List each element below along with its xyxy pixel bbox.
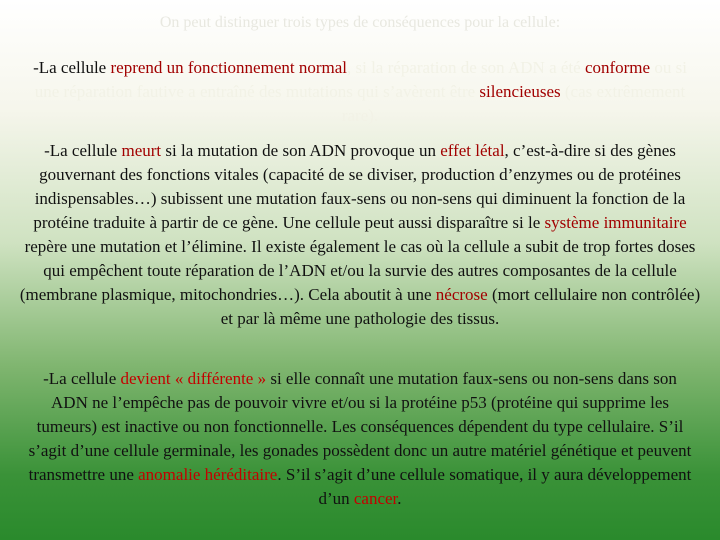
p2-highlight-meurt: meurt — [121, 141, 162, 160]
p2-highlight-lethal: effet létal — [440, 141, 505, 160]
p2-highlight-immune: système immunitaire — [544, 213, 687, 232]
intro-heading: On peut distinguer trois types de conséquences pour la cellule: — [159, 14, 561, 31]
p2-text: repère une mutation et l’élimine. Il existe également le cas où la cellule a subit de trop fortes doses qui empêchent toute réparation de l’ADN et/ou la survie des autres composantes de la cellule (membrane plasmique, mitochondries…). Cela aboutit à une — [19, 237, 696, 304]
p3-highlight-cancer: cancer — [353, 489, 398, 508]
paragraph-cell-death — [18, 139, 702, 331]
p1-highlight-silent: silencieuses — [479, 82, 561, 101]
p3-highlight-different: devient « différente » — [120, 369, 267, 388]
p2-text: si la mutation de son ADN provoque un — [161, 141, 441, 160]
p2-text: (mort cellulaire non contrôlée) et par là même une pathologie des tissus. — [220, 285, 701, 328]
p3-text: . — [397, 489, 402, 508]
p1-highlight-conforme: conforme — [584, 58, 651, 77]
paragraph-normal-function — [24, 56, 696, 128]
p1-text: , si la réparation de son ADN a été — [347, 58, 585, 77]
p2-text: , c’est-à-dire si des gènes gouvernant des fonctions vitales (capacité de se diviser, production d’enzymes ou de protéines indispensables…) subissent une mutation faux-sens ou non-sens qui diminuent la fonction de la protéine traduite à partir de ce gène. Une cellule peut aussi disparaître si le — [33, 141, 686, 232]
paragraph-different-cell — [24, 367, 696, 511]
p1-text: ou si une réparation fautive a entraîné des mutations qui s’avèrent être — [34, 58, 687, 101]
p2-highlight-necrosis: nécrose — [435, 285, 488, 304]
p3-text: . S’il s’agit d’une cellule somatique, il y aura développement d’un — [277, 465, 692, 508]
p3-highlight-hereditary: anomalie héréditaire — [138, 465, 278, 484]
p1-text: (cas extrêmement rare). — [341, 82, 686, 125]
p3-text: -La cellule — [43, 369, 121, 388]
p3-text: si elle connaît une mutation faux-sens ou non-sens dans son ADN ne l’empêche pas de pouvoir vivre et/ou si la protéine p53 (protéine qui supprime les tumeurs) est inactive ou non fonctionnelle. Les conséquences dépendent du type cellulaire. S’il s’agit d’une cellule germinale, les gonades possèdent donc un autre matériel génétique et peuvent transmettre une — [28, 369, 692, 484]
p1-highlight-normal: reprend un fonctionnement normal — [110, 58, 347, 77]
p1-text: -La cellule — [33, 58, 111, 77]
p2-text: -La cellule — [44, 141, 122, 160]
